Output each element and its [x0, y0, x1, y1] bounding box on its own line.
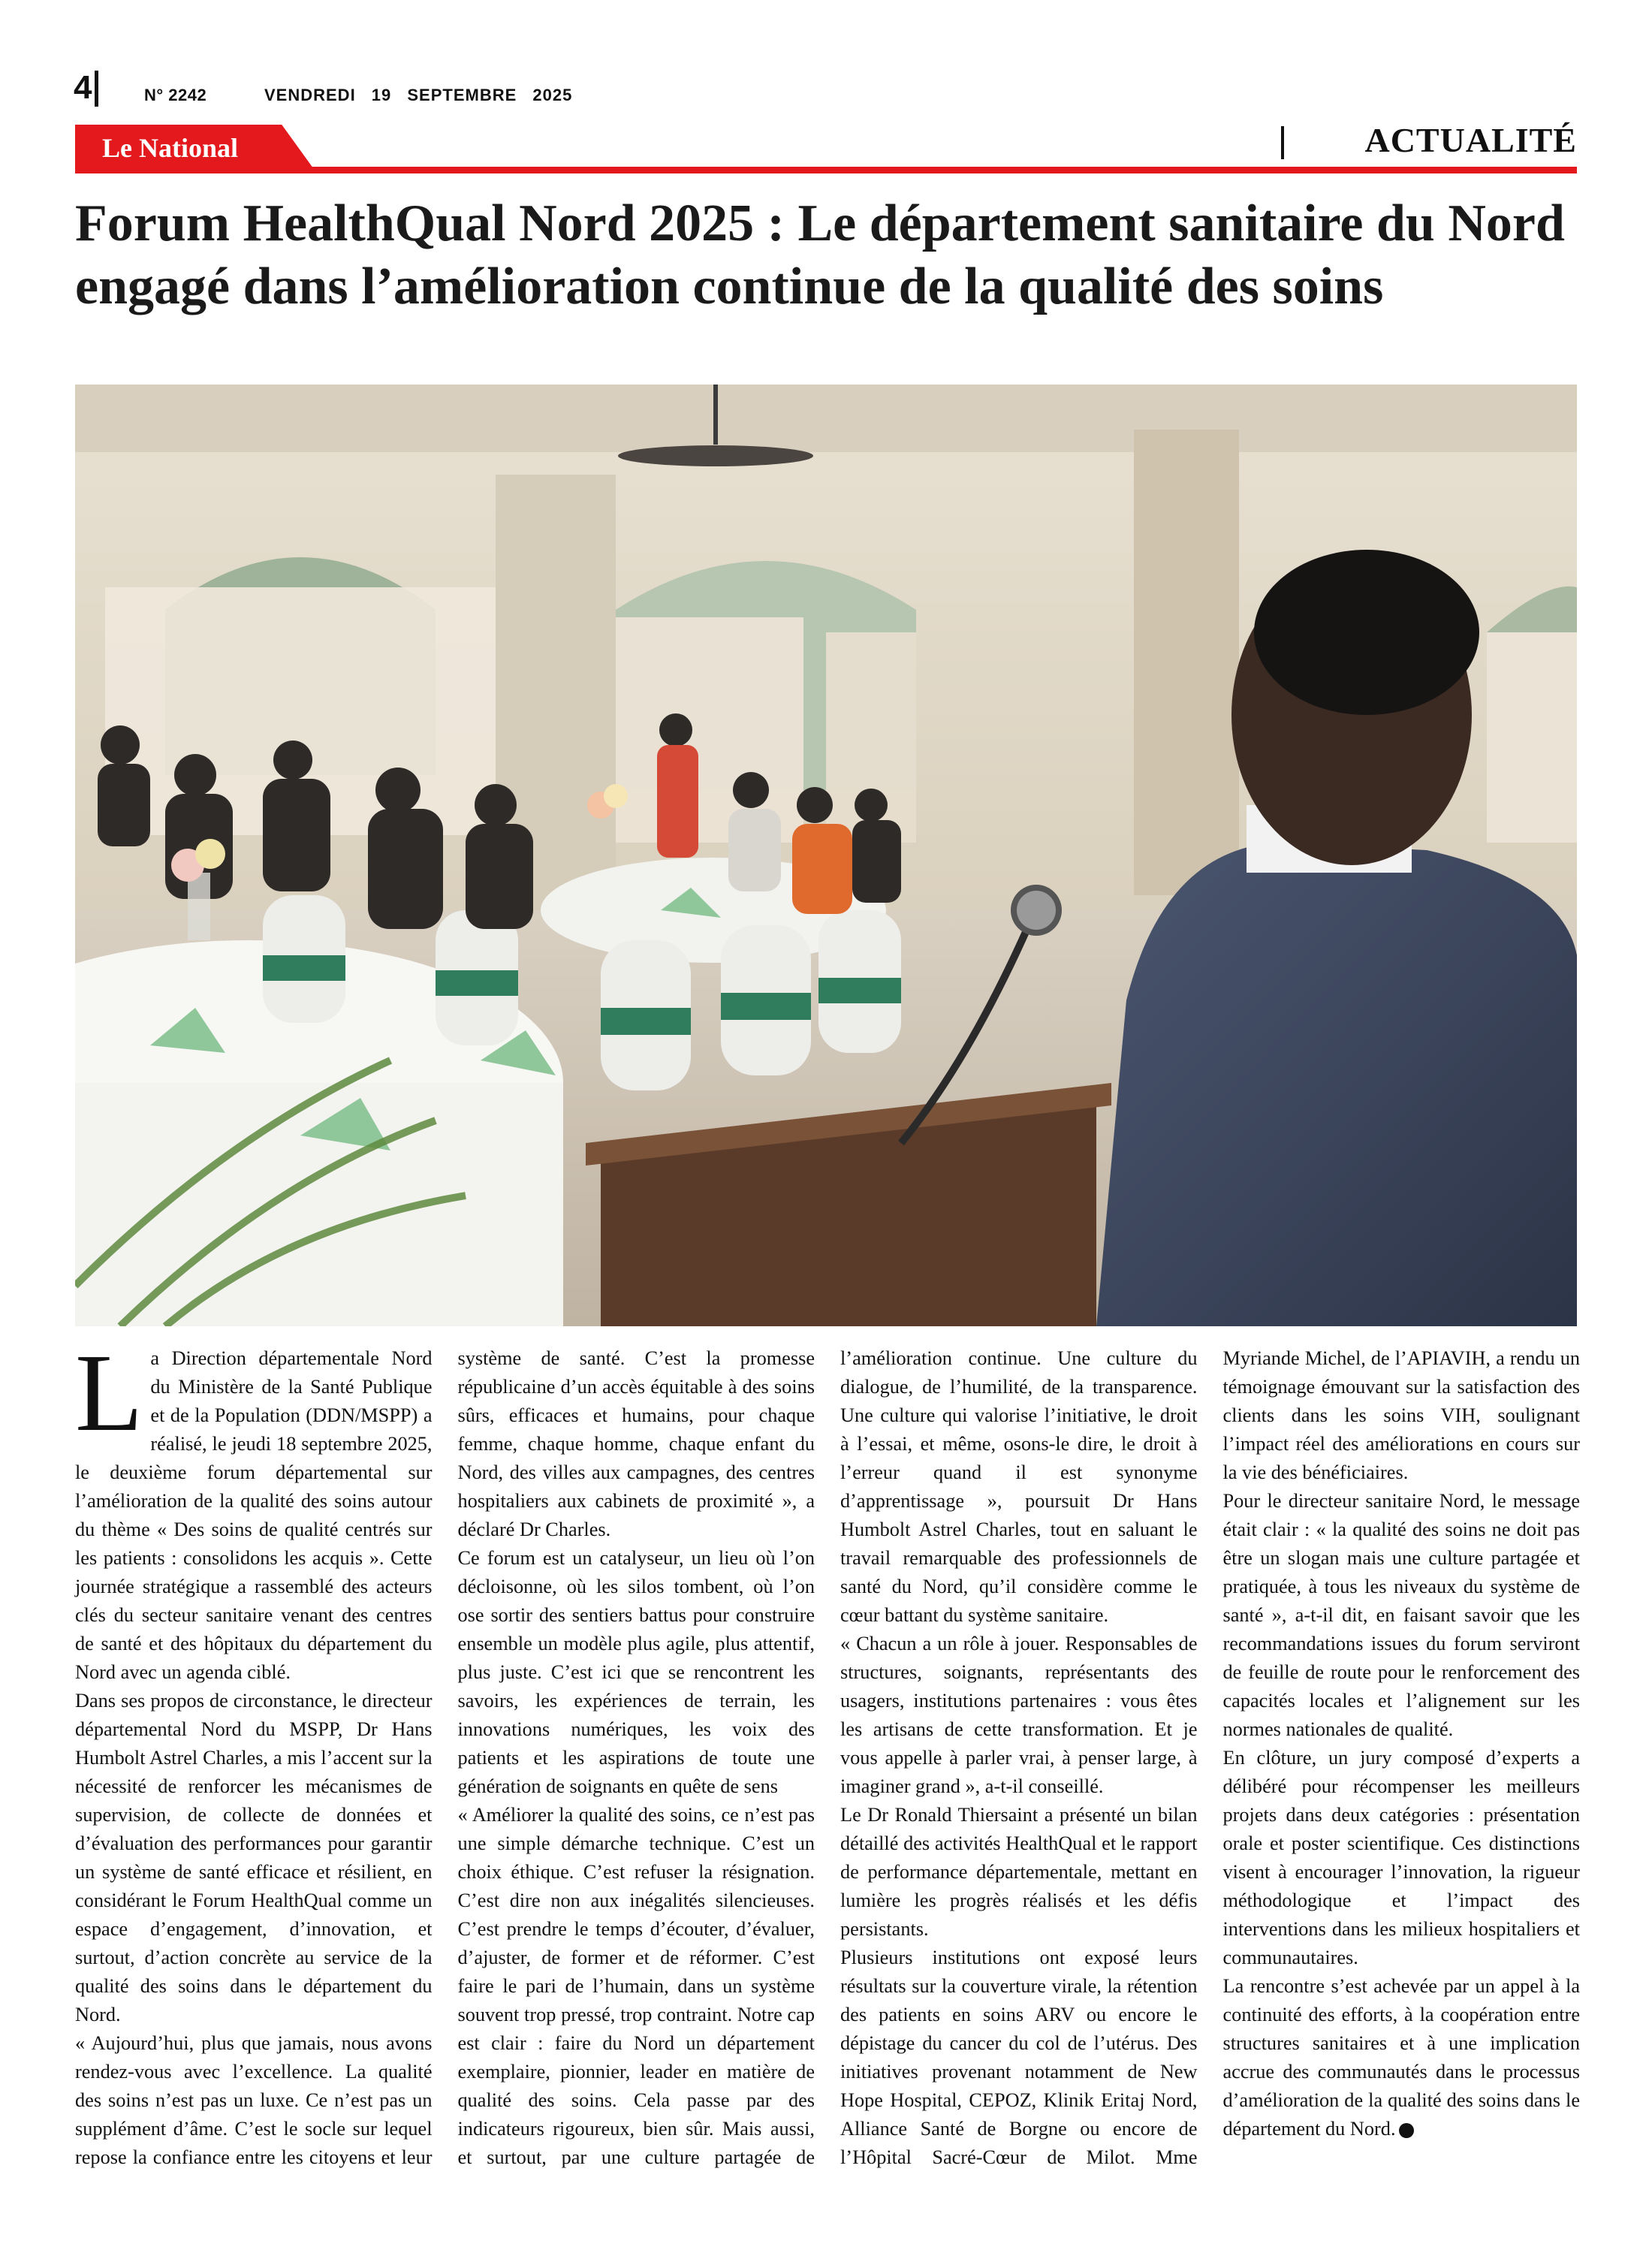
paragraph-5: « Améliorer la qualité des soins, ce n’est pas une simple démarche technique. C’est un choix éthique. C’est refuser la résignation. C’est dire non aux inégalités silencieuses. C’est prendre le temps d’écouter, d’évaluer, d’ajuster, de former et de réformer. C’est faire le pari de l’humain, dans un système souvent trop pressé, trop contraint. Notre cap est clair : faire du Nord un département exemplaire, pionnier, leader en matière de qualité des soins. Cela passe par des indicateurs rigoureux, bien sûr. Mais aussi, et surtout, par une culture partagée de l’amélioration continue. Une culture du dialogue, de l’humilité, de la transparence. Une culture qui valorise l’initiative, le droit à l’essai, et même, osons-le dire, le droit à l’erreur quand il est synonyme d’apprentissage », poursuit Dr Hans Humbolt Astrel Charles, tout en saluant le travail remarquable des professionnels de santé du Nord, qu’il considère comme le cœur battant du système sanitaire. [457, 1347, 1198, 2168]
issue-date: VENDREDI 19 SEPTEMBRE 2025 [264, 86, 573, 104]
article-title: Forum HealthQual Nord 2025 : Le département sanitaire du Nord engagé dans l’amélioration continue de la qualité des soins [75, 195, 1565, 315]
article-photo [75, 385, 1577, 1326]
drop-cap: L [75, 1332, 143, 1455]
paragraph-10: En clôture, un jury composé d’experts a délibéré pour récompenser les meilleurs projets dans deux catégories : présentation orale et poster scientifique. Ces distinctions visent à encourager l’innovation, la rigueur méthodologique et l’impact des interventions dans les milieux hospitaliers et communautaires. [1222, 1747, 1580, 1968]
article-body [75, 1332, 1580, 2185]
paragraph-11 [1223, 1972, 1581, 2143]
paragraph-1 [75, 1332, 433, 1687]
issue-number: N° 2242 [144, 86, 207, 104]
paragraph-11-text: La rencontre s’est achevée par un appel à la continuité des efforts, à la coopération entre structures sanitaires et à une implication accrue des communautés dans le processus d’amélioration de la qualité des soins dans le département du Nord. [1222, 1975, 1580, 2140]
paragraph-4: Ce forum est un catalyseur, un lieu où l’on décloisonne, où les silos tombent, où l’on ose sortir des sentiers battus pour construire ensemble un modèle plus agile, plus attentif, plus juste. C’est ici que se rencontrent les savoirs, les expériences de terrain, les innovations numériques, les voix des patients et les aspirations de toute une génération de soignants en quête de sens [457, 1547, 815, 1797]
paragraph-8: Plusieurs institutions ont exposé leurs résultats sur la couverture virale, la rétention des patients en soins ARV ou encore le dépistage du cancer du col de l’utérus. Des initiatives provenant notamment de New Hope Hospital, CEPOZ, Klinik Eritaj Nord, Alliance Santé de Borgne ou encore de l’Hôpital Sacré-Cœur de Milot. Mme Myriande Michel, de l’APIAVIH, a rendu un témoignage émouvant sur la satisfaction des clients dans les soins VIH, soulignant l’impact réel des améliorations en cours sur la vie des bénéficiaires. [840, 1347, 1580, 2168]
page-number-divider [95, 71, 98, 107]
paragraph-6: « Chacun a un rôle à jouer. Responsables de structures, soignants, représentants des usagers, institutions partenaires : vous êtes les artisans de cette transformation. Et je vous appelle à parler vrai, à penser large, à imaginer grand », a-t-il conseillé. [840, 1633, 1198, 1797]
paragraph-1-text: a Direction départementale Nord du Ministère de la Santé Publique et de la Population (DDN/MSPP) a réalisé, le jeudi 18 septembre 2025, le deuxième forum départemental sur l’amélioration de la qualité des soins autour du thème « Des soins de qualité centrés sur les patients : consolidons les acquis ». Cette journée stratégique a rassemblé des acteurs clés du secteur sanitaire venant des centres de santé et des hôpitaux du département du Nord avec un agenda ciblé. [75, 1347, 433, 1683]
end-of-article-icon [1399, 2123, 1414, 2138]
paragraph-3: « Aujourd’hui, plus que jamais, nous avons rendez-vous avec l’excellence. La qualité des soins n’est pas un luxe. Ce n’est pas un supplément d’âme. C’est le socle sur lequel repose la confiance entre les citoyens et leur système de santé. C’est la promesse républicaine d’un accès équitable à des soins sûrs, efficaces et humains, pour chaque femme, chaque homme, chaque enfant du Nord, des villes aux campagnes, des centres hospitaliers aux cabinets de proximité », a déclaré Dr Charles. [75, 1347, 815, 2168]
paragraph-7: Le Dr Ronald Thiersaint a présenté un bilan détaillé des activités HealthQual et le rapport de performance départementale, mettant en lumière les progrès réalisés et les défis persistants. [840, 1804, 1198, 1940]
page-number: 4 [74, 69, 92, 106]
header-rule [75, 167, 1577, 173]
paragraph-2: Dans ses propos de circonstance, le directeur départemental Nord du MSPP, Dr Hans Humbolt Astrel Charles, a mis l’accent sur la nécessité de renforcer les mécanismes de supervision, de collecte de données et d’évaluation des performances pour garantir un système de santé efficace et résilient, en considérant le Forum HealthQual comme un espace d’engagement, d’innovation, et surtout, d’action concrète au service de la qualité des soins dans le département du Nord. [75, 1690, 433, 2025]
paragraph-9: Pour le directeur sanitaire Nord, le message était clair : « la qualité des soins ne doit pas être un slogan mais une culture partagée et pratiquée, à tous les niveaux du système de santé », a-t-il dit, en faisant savoir que les recommandations issues du forum serviront de feuille de route pour le renforcement des capacités locales et l’alignement sur les normes nationales de qualité. [1222, 1490, 1580, 1740]
section-label: ACTUALITÉ [1364, 121, 1577, 159]
publication-name: Le National [102, 133, 239, 163]
section-divider [1281, 126, 1284, 159]
